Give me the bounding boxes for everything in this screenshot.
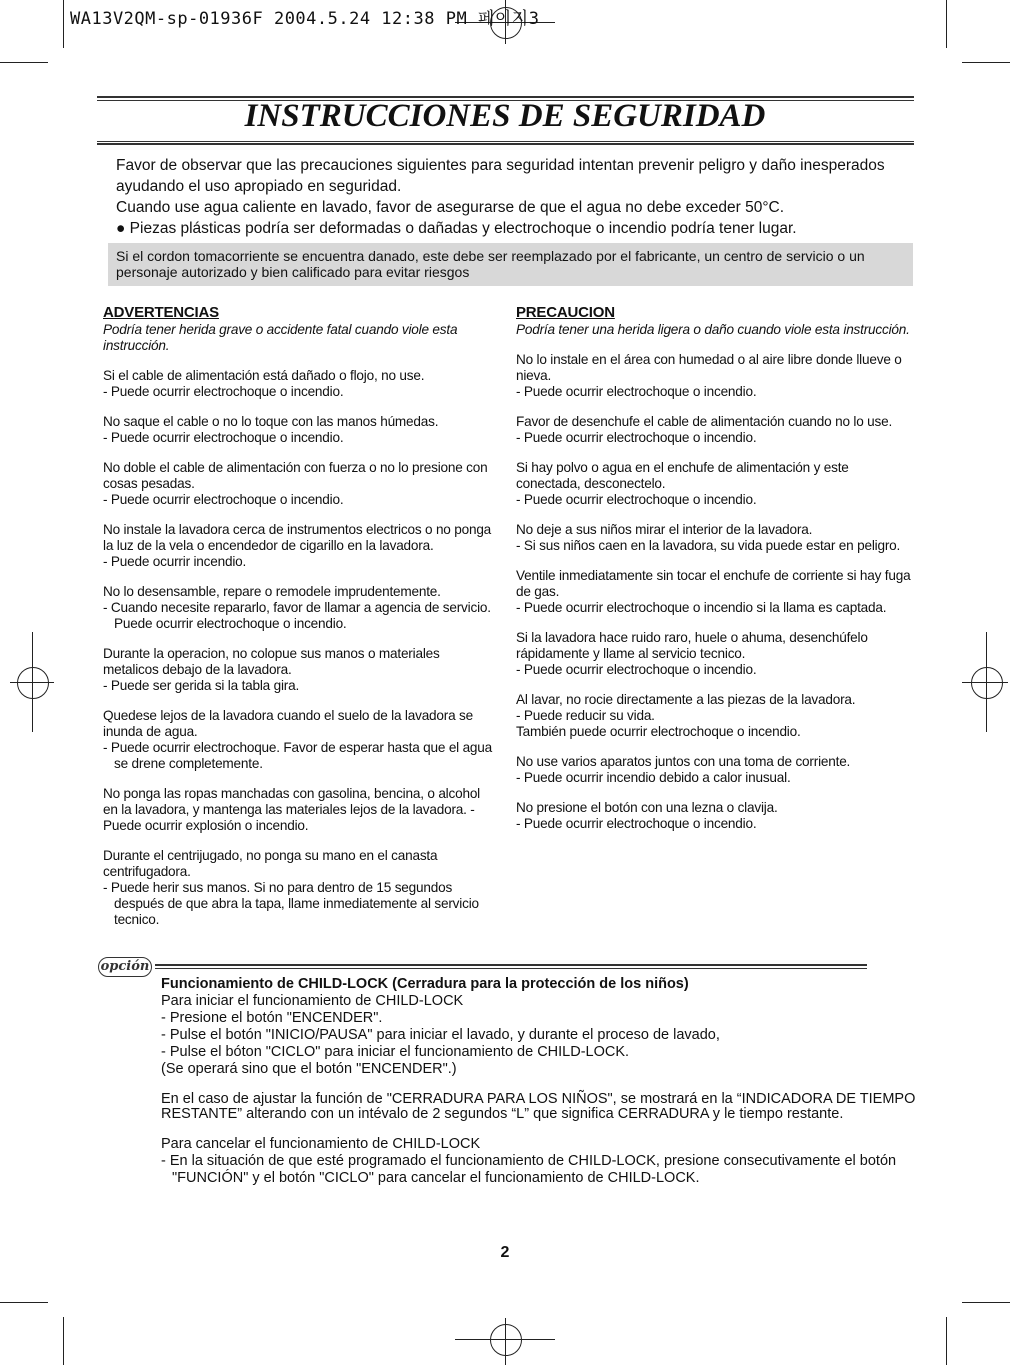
step-line: - Pulse el bóton "CICLO" para iniciar el funcionamiento de CHILD-LOCK. (161, 1044, 630, 1060)
opcion-badge: opción (98, 957, 152, 977)
advertencias-heading: ADVERTENCIAS (103, 304, 219, 321)
child-lock-display-note: En el caso de ajustar la función de "CERRADURA PARA LOS NIÑOS", se mostrará en la “INDICADORA DE TIEMPO RESTANTE” alterando con un intévalo de 2 segundos “L” que significa CERRADURA y le tiempo restante. (161, 1091, 916, 1122)
instruction-consequence: - Puede ocurrir electrochoque o incendio. (516, 430, 757, 445)
instruction-consequence: - Cuando necesite repararlo, favor de llamar a agencia de servicio. Puede ocurrir electrochoque o incendio. (103, 600, 491, 631)
intro-line: Cuando use agua caliente en lavado, favor de asegurarse de que el agua no debe exceder 50°C. (116, 199, 785, 216)
instruction-consequence: - Puede ocurrir incendio debido a calor inusual. (516, 770, 791, 785)
child-lock-section (161, 976, 921, 1187)
instruction-item (103, 414, 495, 446)
instruction-consequence: - Puede ocurrir electrochoque. Favor de esperar hasta que el agua se drene completemente. (103, 740, 493, 771)
print-slug: WA13V2QM-sp-01936F 2004.5.24 12:38 PM 페이지3 (70, 9, 540, 29)
instruction-text: Si el cable de alimentación está dañado o flojo, no use. (103, 368, 425, 383)
instruction-item (516, 352, 912, 400)
instruction-consequence: - Puede ocurrir electrochoque o incendio si la llama es captada. (516, 600, 887, 615)
instruction-item (516, 414, 912, 446)
step-line: - Pulse el botón "INICIO/PAUSA" para iniciar el lavado, y durante el proceso de lavado, (161, 1027, 720, 1043)
instruction-text: Si hay polvo o agua en el enchufe de alimentación y este conectada, desconectelo. (516, 460, 849, 491)
child-lock-cancel-title: Para cancelar el funcionamiento de CHILD-LOCK (161, 1136, 481, 1152)
instruction-consequence: - Puede ocurrir electrochoque o incendio. (103, 492, 344, 507)
intro-line: ayudando el uso apropiado en seguridad. (116, 178, 402, 195)
precaucion-list (516, 352, 912, 832)
instruction-item (516, 522, 912, 554)
instruction-text: Durante el centrijugado, no ponga su mano en el canasta centrifugadora. (103, 848, 438, 879)
instruction-item (516, 460, 912, 508)
instruction-item (103, 708, 495, 772)
instruction-item (103, 646, 495, 694)
instruction-consequence: - Puede ocurrir electrochoque o incendio. (516, 816, 757, 831)
advertencias-subtitle: Podría tener herida grave o accidente fatal cuando viole esta instrucción. (103, 322, 458, 353)
page-number: 2 (500, 1244, 510, 1261)
precaucion-subtitle: Podría tener una herida ligera o daño cuando viole esta instrucción. (516, 322, 910, 337)
instruction-text: No use varios aparatos juntos con una toma de corriente. (516, 754, 851, 769)
instruction-text: No presione el botón con una lezna o clavija. (516, 800, 778, 815)
instruction-text: No ponga las ropas manchadas con gasolina, bencina, o alcohol en la lavadora, y mantenga las materiales lejos de la lavadora. - Puede ocurrir explosión o incendio. (103, 786, 480, 833)
instruction-consequence: - Puede herir sus manos. Si no para dentro de 15 segundos después de que abra la tapa, llame inmediatemente al servicio tecnico. (103, 880, 479, 927)
instruction-text: Al lavar, no rocie directamente a las piezas de la lavadora. (516, 692, 856, 707)
advertencias-column (103, 304, 495, 942)
instruction-text: Si la lavadora hace ruido raro, huele o ahuma, desenchúfelo rápidamente y llame al servicio tecnico. (516, 630, 868, 661)
instruction-consequence: - Puede ocurrir electrochoque o incendio. (103, 430, 344, 445)
child-lock-heading: Funcionamiento de CHILD-LOCK (Cerradura para la protección de los niños) (161, 976, 689, 992)
child-lock-start-title: Para iniciar el funcionamiento de CHILD-LOCK (161, 993, 464, 1009)
instruction-item (516, 630, 912, 678)
step-line: (Se operará sino que el botón "ENCENDER".) (161, 1061, 457, 1077)
instruction-consequence: - Puede ocurrir incendio. (103, 554, 247, 569)
instruction-item (103, 522, 495, 570)
title-rule-bottom (97, 143, 914, 145)
instruction-consequence: - Puede ser gerida si la tabla gira. (103, 678, 300, 693)
page-title: INSTRUCCIONES DE SEGURIDAD (244, 98, 766, 134)
option-rule-bottom (155, 968, 867, 969)
instruction-text: Durante la operacion, no colopue sus manos o materiales metalicos debajo de la lavadora. (103, 646, 440, 677)
instruction-consequence: - Puede ocurrir electrochoque o incendio. (516, 492, 757, 507)
advertencias-list (103, 368, 495, 928)
instruction-item (103, 460, 495, 508)
instruction-item (516, 568, 912, 616)
step-line: - En la situación de que esté programado el funcionamiento de CHILD-LOCK, presione consecutivamente el botón "FUNCIÓN" y el botón "CICLO" para cancelar el funcionamiento de CHILD-LOCK. (161, 1153, 897, 1186)
instruction-text: No lo desensamble, repare o remodele imprudentemente. (103, 584, 441, 599)
title-rule-bottom-thin (97, 141, 914, 142)
instruction-item (103, 368, 495, 400)
instruction-item (516, 800, 912, 832)
instruction-item (516, 754, 912, 786)
intro-text (116, 155, 926, 239)
instruction-item (103, 786, 495, 834)
instruction-text: No lo instale en el área con humedad o al aire libre donde llueve o nieva. (516, 352, 902, 383)
instruction-text: No instale la lavadora cerca de instrumentos electricos o no ponga la luz de la vela o encendedor de cigarillo en la lavadora. (103, 522, 492, 553)
instruction-consequence: - Puede ocurrir electrochoque o incendio. (516, 662, 757, 677)
instruction-consequence: - Puede reducir su vida. (516, 708, 655, 723)
step-line: - Presione el botón "ENCENDER". (161, 1010, 383, 1026)
option-rule-top (155, 964, 867, 966)
intro-line: ● Piezas plásticas podría ser deformadas o dañadas y electrochoque o incendio podría tener lugar. (116, 220, 797, 237)
instruction-item (103, 848, 495, 928)
instruction-text: Quedese lejos de la lavadora cuando el suelo de la lavadora se inunda de agua. (103, 708, 473, 739)
instruction-text: No saque el cable o no lo toque con las manos húmedas. (103, 414, 439, 429)
precaucion-heading: PRECAUCION (516, 304, 615, 321)
instruction-consequence: - Puede ocurrir electrochoque o incendio. (103, 384, 344, 399)
instruction-text: Ventile inmediatamente sin tocar el enchufe de corriente si hay fuga de gas. (516, 568, 911, 599)
instruction-item (103, 584, 495, 632)
child-lock-cancel-steps (161, 1153, 921, 1187)
instruction-consequence: - Si sus niños caen en la lavadora, su vida puede estar en peligro. (516, 538, 901, 553)
power-cord-notice: Si el cordon tomacorriente se encuentra danado, este debe ser reemplazado por el fabricante, un centro de servicio o un personaje autorizado y bien calificado para evitar riesgos (108, 243, 913, 286)
precaucion-column (516, 304, 912, 846)
instruction-consequence: También puede ocurrir electrochoque o incendio. (516, 724, 801, 739)
instruction-consequence: - Puede ocurrir electrochoque o incendio. (516, 384, 757, 399)
instruction-text: No deje a sus niños mirar el interior de la lavadora. (516, 522, 813, 537)
child-lock-start-steps (161, 1010, 921, 1078)
instruction-text: No doble el cable de alimentación con fuerza o no lo presione con cosas pesadas. (103, 460, 488, 491)
intro-line: Favor de observar que las precauciones siguientes para seguridad intentan prevenir peligro y daño inesperados (116, 157, 885, 174)
instruction-item (516, 692, 912, 740)
instruction-text: Favor de desenchufe el cable de alimentación cuando no lo use. (516, 414, 893, 429)
